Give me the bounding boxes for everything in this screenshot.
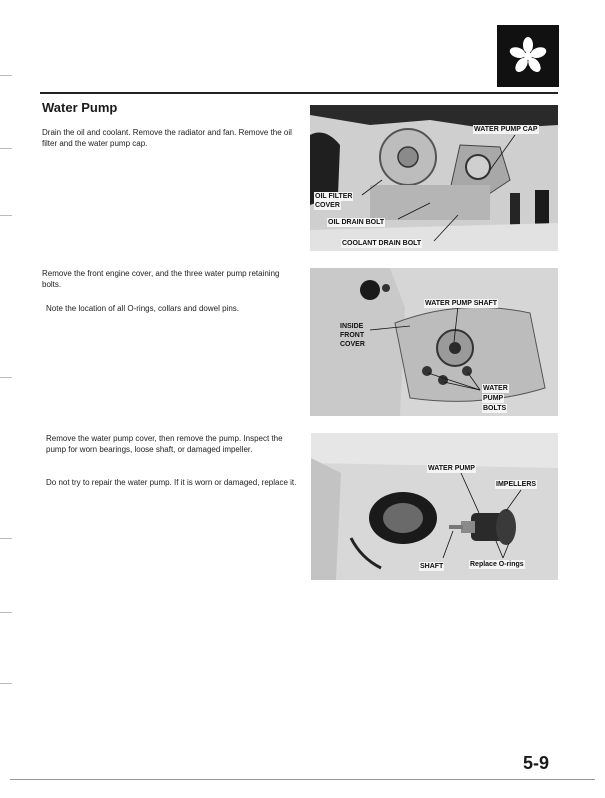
callout-water-pump-cap: WATER PUMP CAP [474, 126, 538, 133]
callout-shaft: SHAFT [420, 563, 444, 570]
callout-front: FRONT [340, 332, 365, 339]
step-5-text: Do not try to repair the water pump. If it is worn or damaged, replace it. [46, 478, 297, 487]
scan-edge-mark [0, 612, 12, 613]
scan-edge-mark [0, 148, 12, 149]
callout-oil-filter: OIL FILTER [315, 193, 353, 200]
fan-icon [497, 25, 559, 87]
scan-edge-mark [0, 538, 12, 539]
figure-1-photo [310, 105, 558, 251]
section-title: Water Pump [42, 100, 118, 115]
callout-water-pump: WATER PUMP [428, 465, 475, 472]
step-2-text: Remove the front engine cover, and the three water pump retaining bolts. [42, 269, 280, 289]
scan-edge-mark [0, 683, 12, 684]
callout-cover: COVER [340, 341, 365, 348]
footer-rule [10, 779, 595, 780]
callout-inside: INSIDE [340, 323, 364, 330]
header-rule [40, 92, 558, 94]
figure-2-photo [310, 268, 558, 416]
step-3-text: Note the location of all O-rings, collars and dowel pins. [46, 304, 239, 313]
figure-3-photo [311, 433, 558, 580]
callout-pump: PUMP [483, 395, 504, 402]
callout-replace-o-rings: Replace O-rings [470, 561, 524, 568]
step-4-text: Remove the water pump cover, then remove the pump. Inspect the pump for worn bearings, loose shaft, or damaged impeller. [46, 434, 283, 454]
section-tab [497, 25, 559, 87]
scan-edge-mark [0, 377, 12, 378]
callout-water: WATER [483, 385, 508, 392]
callout-water-pump-shaft: WATER PUMP SHAFT [425, 300, 498, 307]
callout-impellers: IMPELLERS [496, 481, 537, 488]
callout-oil-drain-bolt: OIL DRAIN BOLT [328, 219, 385, 226]
step-1-text: Drain the oil and coolant. Remove the radiator and fan. Remove the oil filter and the water pump cap. [42, 128, 292, 148]
callout-bolts: BOLTS [483, 405, 507, 412]
scan-edge-mark [0, 215, 12, 216]
scan-edge-mark [0, 75, 12, 76]
callout-oil-filter-cover: COVER [315, 202, 340, 209]
page-number: 5-9 [523, 753, 550, 773]
callout-coolant-drain-bolt: COOLANT DRAIN BOLT [342, 240, 422, 247]
